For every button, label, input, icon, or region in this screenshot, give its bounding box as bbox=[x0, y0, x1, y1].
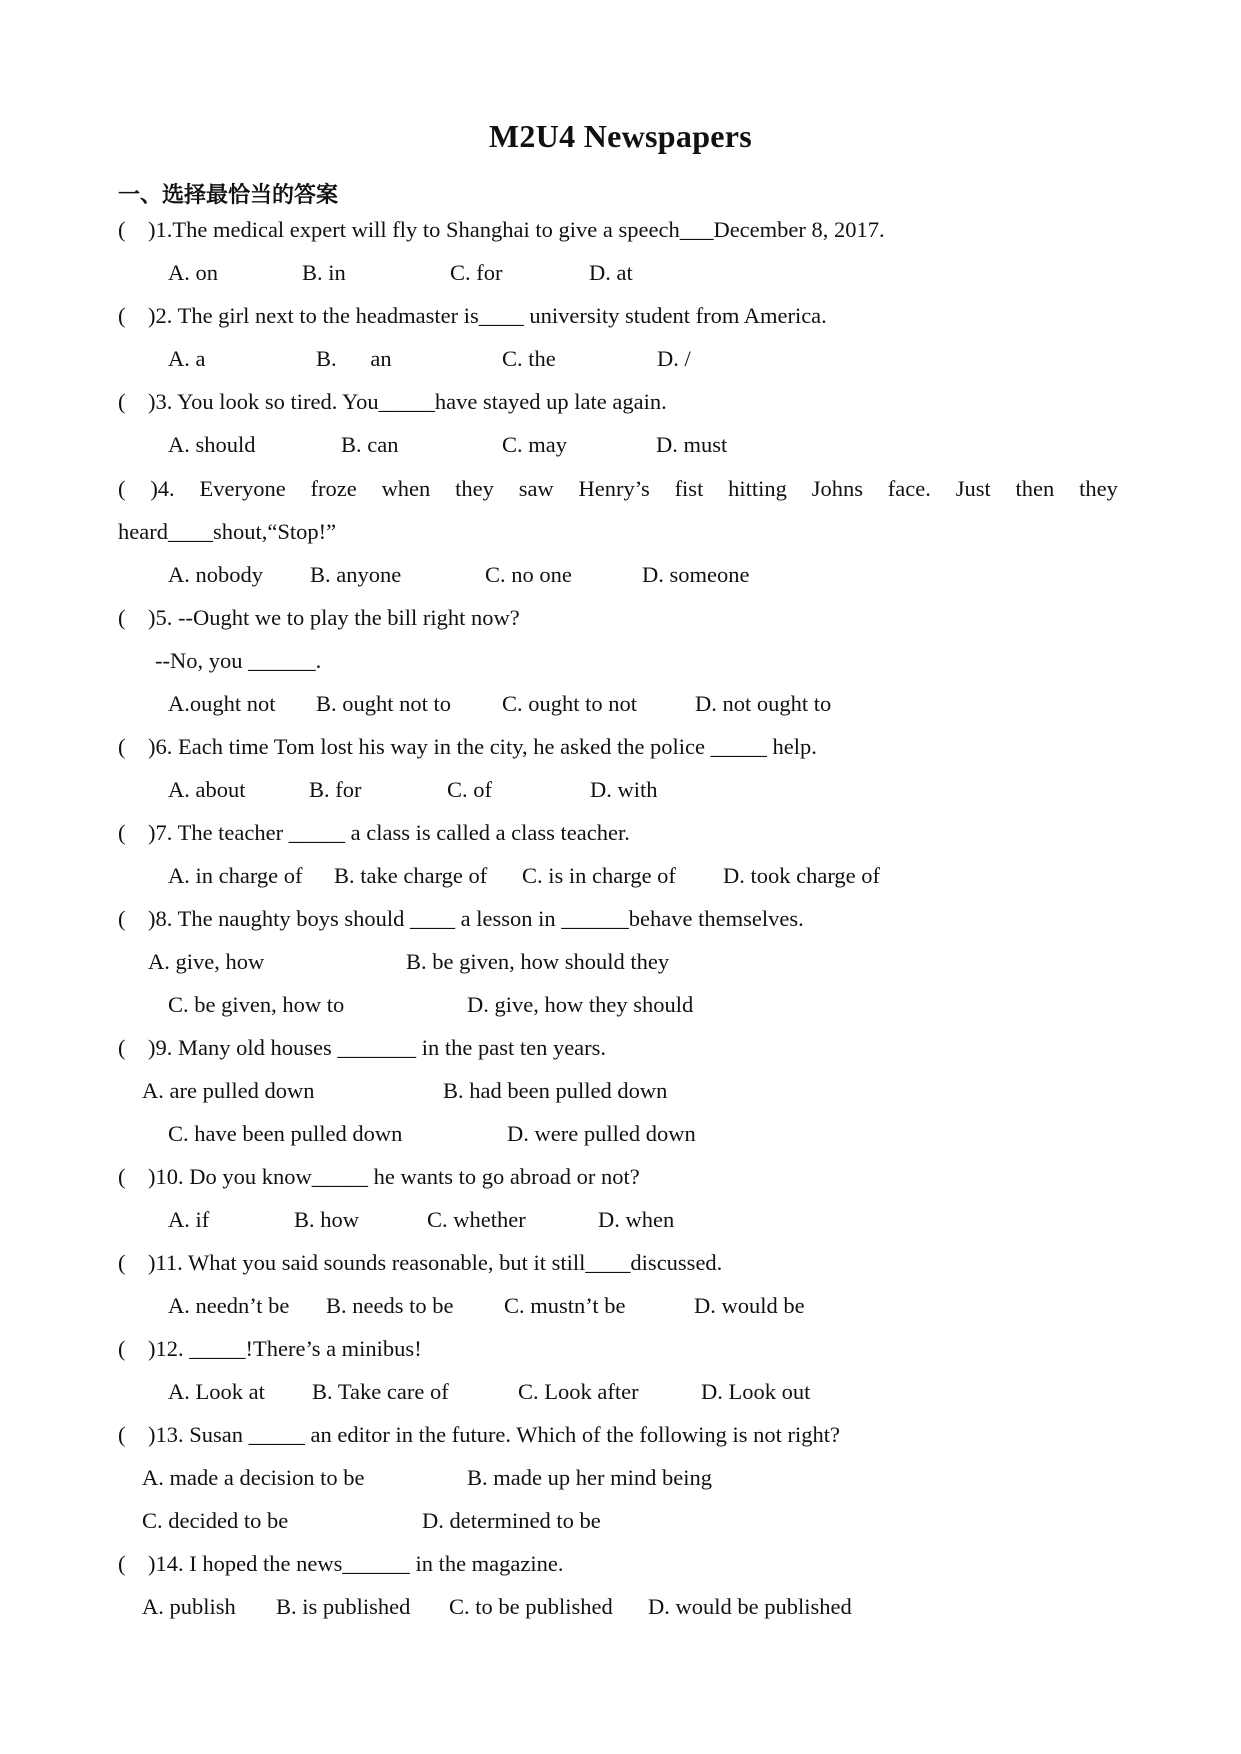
question-10-option-d: D. when bbox=[598, 1207, 675, 1232]
question-7-option-d: D. took charge of bbox=[723, 863, 881, 888]
question-14-option-b: B. is published bbox=[276, 1594, 411, 1619]
question-3-option-c: C. may bbox=[502, 432, 567, 457]
q4-word: Henry’s bbox=[578, 476, 650, 501]
question-1-option-c: C. for bbox=[450, 260, 503, 285]
question-9-option-a: A. are pulled down bbox=[142, 1078, 315, 1103]
question-4-option-c: C. no one bbox=[485, 562, 572, 587]
q4-word: fist bbox=[674, 476, 704, 501]
question-11-option-a: A. needn’t be bbox=[168, 1293, 290, 1318]
question-5-option-a: A.ought not bbox=[168, 691, 276, 716]
question-12-option-c: C. Look after bbox=[518, 1379, 639, 1404]
q4-word: hitting bbox=[728, 476, 787, 501]
q4-word: froze bbox=[310, 476, 357, 501]
question-13-option-b: B. made up her mind being bbox=[467, 1465, 712, 1490]
question-2-option-c: C. the bbox=[502, 346, 556, 371]
question-13-stem: ( )13. Susan _____ an editor in the future. Which of the following is not right? bbox=[118, 1422, 840, 1447]
question-2-option-b: B. an bbox=[316, 346, 392, 371]
question-8-option-a: A. give, how bbox=[148, 949, 265, 974]
q4-word: when bbox=[381, 476, 431, 501]
question-4-option-b: B. anyone bbox=[310, 562, 402, 587]
question-2-option-a: A. a bbox=[168, 346, 206, 371]
question-3-stem: ( )3. You look so tired. You_____have stayed up late again. bbox=[118, 389, 667, 414]
question-12-option-a: A. Look at bbox=[168, 1379, 265, 1404]
q4-word: Johns bbox=[811, 476, 863, 501]
question-5-option-c: C. ought to not bbox=[502, 691, 638, 716]
question-2-stem: ( )2. The girl next to the headmaster is____ university student from America. bbox=[118, 303, 827, 328]
question-14-option-a: A. publish bbox=[142, 1594, 236, 1619]
q4-word: Just bbox=[955, 476, 991, 501]
question-10-stem: ( )10. Do you know_____ he wants to go abroad or not? bbox=[118, 1164, 640, 1189]
q4-word: they bbox=[1079, 476, 1118, 501]
section-heading: 一、选择最恰当的答案 bbox=[118, 183, 339, 208]
question-8-option-c: C. be given, how to bbox=[168, 992, 345, 1017]
question-12-option-b: B. Take care of bbox=[312, 1379, 449, 1404]
q4-word: face. bbox=[887, 476, 931, 501]
question-1-option-a: A. on bbox=[168, 260, 218, 285]
question-9-option-b: B. had been pulled down bbox=[443, 1078, 668, 1103]
question-3-option-b: B. can bbox=[341, 432, 399, 457]
question-9-option-d: D. were pulled down bbox=[507, 1121, 696, 1146]
question-4-stem bbox=[118, 478, 1118, 501]
question-11-option-d: D. would be bbox=[694, 1293, 805, 1318]
question-12-stem: ( )12. _____!There’s a minibus! bbox=[118, 1336, 422, 1361]
q4-word: ( bbox=[118, 476, 126, 501]
question-7-option-b: B. take charge of bbox=[334, 863, 488, 888]
q4-word: saw bbox=[518, 476, 554, 501]
question-5-stem: ( )5. --Ought we to play the bill right now? bbox=[118, 605, 520, 630]
q4-word: )4. bbox=[150, 476, 175, 501]
question-12-option-d: D. Look out bbox=[701, 1379, 811, 1404]
question-9-option-c: C. have been pulled down bbox=[168, 1121, 403, 1146]
question-5-option-d: D. not ought to bbox=[695, 691, 832, 716]
question-2-option-d: D. / bbox=[657, 346, 691, 371]
q4-word: they bbox=[455, 476, 494, 501]
question-8-option-d: D. give, how they should bbox=[467, 992, 694, 1017]
q4-word: then bbox=[1015, 476, 1055, 501]
question-4-stem-continued: heard____shout,“Stop!” bbox=[118, 519, 337, 544]
question-11-option-c: C. mustn’t be bbox=[504, 1293, 626, 1318]
question-7-option-c: C. is in charge of bbox=[522, 863, 676, 888]
question-4-option-d: D. someone bbox=[642, 562, 750, 587]
question-14-option-c: C. to be published bbox=[449, 1594, 613, 1619]
question-13-option-c: C. decided to be bbox=[142, 1508, 289, 1533]
page-title: M2U4 Newspapers bbox=[488, 118, 753, 154]
question-13-option-a: A. made a decision to be bbox=[142, 1465, 365, 1490]
question-8-option-b: B. be given, how should they bbox=[406, 949, 670, 974]
question-13-option-d: D. determined to be bbox=[422, 1508, 601, 1533]
question-5-stem-continued: --No, you ______. bbox=[155, 648, 322, 673]
question-3-option-a: A. should bbox=[168, 432, 256, 457]
question-1-option-b: B. in bbox=[302, 260, 346, 285]
question-3-option-d: D. must bbox=[656, 432, 728, 457]
question-7-option-a: A. in charge of bbox=[168, 863, 303, 888]
question-1-stem: ( )1.The medical expert will fly to Shanghai to give a speech___December 8, 2017. bbox=[118, 217, 885, 242]
question-11-option-b: B. needs to be bbox=[326, 1293, 454, 1318]
question-4-option-a: A. nobody bbox=[168, 562, 263, 587]
question-10-option-c: C. whether bbox=[427, 1207, 526, 1232]
question-10-option-b: B. how bbox=[294, 1207, 360, 1232]
question-11-stem: ( )11. What you said sounds reasonable, but it still____discussed. bbox=[118, 1250, 723, 1275]
question-5-option-b: B. ought not to bbox=[316, 691, 452, 716]
q4-word: Everyone bbox=[199, 476, 286, 501]
question-14-option-d: D. would be published bbox=[648, 1594, 852, 1619]
question-6-option-a: A. about bbox=[168, 777, 246, 802]
question-14-stem: ( )14. I hoped the news______ in the magazine. bbox=[118, 1551, 564, 1576]
question-10-option-a: A. if bbox=[168, 1207, 210, 1232]
question-6-stem: ( )6. Each time Tom lost his way in the city, he asked the police _____ help. bbox=[118, 734, 817, 759]
question-7-stem: ( )7. The teacher _____ a class is called a class teacher. bbox=[118, 820, 630, 845]
question-6-option-b: B. for bbox=[309, 777, 362, 802]
question-6-option-d: D. with bbox=[590, 777, 658, 802]
question-1-option-d: D. at bbox=[589, 260, 633, 285]
question-6-option-c: C. of bbox=[447, 777, 492, 802]
question-9-stem: ( )9. Many old houses _______ in the past ten years. bbox=[118, 1035, 607, 1060]
question-8-stem: ( )8. The naughty boys should ____ a lesson in ______behave themselves. bbox=[118, 906, 804, 931]
